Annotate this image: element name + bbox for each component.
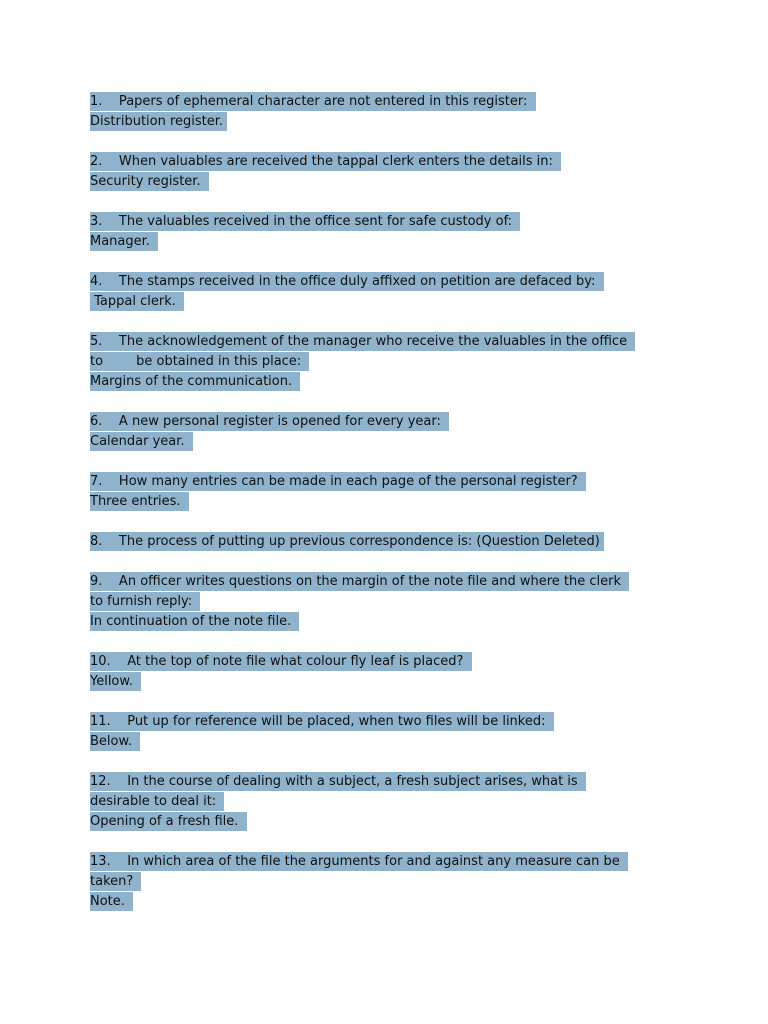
- qa-item-1: [90, 92, 690, 132]
- question-text: 6. A new personal register is opened for every year:: [90, 412, 449, 431]
- qa-item-2: [90, 152, 690, 192]
- answer-text: Calendar year.: [90, 432, 193, 451]
- qa-item-13: [90, 852, 690, 912]
- answer-text: Security register.: [90, 172, 209, 191]
- qa-item-5: [90, 332, 690, 392]
- answer-text: In continuation of the note file.: [90, 612, 299, 631]
- answer-text: Three entries.: [90, 492, 189, 511]
- question-text: 4. The stamps received in the office duly affixed on petition are defaced by:: [90, 272, 604, 291]
- question-text: 12. In the course of dealing with a subject, a fresh subject arises, what is: [90, 772, 586, 791]
- question-text: 1. Papers of ephemeral character are not entered in this register:: [90, 92, 536, 111]
- question-text: 5. The acknowledgement of the manager who receive the valuables in the office: [90, 332, 635, 351]
- question-text: 9. An officer writes questions on the margin of the note file and where the clerk: [90, 572, 629, 591]
- question-text: 11. Put up for reference will be placed, when two files will be linked:: [90, 712, 554, 731]
- question-text: 7. How many entries can be made in each page of the personal register?: [90, 472, 586, 491]
- answer-text: Tappal clerk.: [90, 292, 184, 311]
- qa-item-11: [90, 712, 690, 752]
- question-text: 3. The valuables received in the office sent for safe custody of:: [90, 212, 520, 231]
- qa-item-7: [90, 472, 690, 512]
- answer-text: Below.: [90, 732, 140, 751]
- question-text-continued: taken?: [90, 872, 141, 891]
- question-text: 2. When valuables are received the tappal clerk enters the details in:: [90, 152, 561, 171]
- question-text: 8. The process of putting up previous correspondence is: (Question Deleted): [90, 532, 604, 551]
- question-text: 10. At the top of note file what colour fly leaf is placed?: [90, 652, 472, 671]
- answer-text: Opening of a fresh file.: [90, 812, 247, 831]
- document-page: [90, 92, 690, 932]
- question-text-continued: desirable to deal it:: [90, 792, 224, 811]
- qa-item-10: [90, 652, 690, 692]
- qa-item-9: [90, 572, 690, 632]
- qa-item-3: [90, 212, 690, 252]
- question-text-continued: to furnish reply:: [90, 592, 200, 611]
- qa-item-4: [90, 272, 690, 312]
- question-text-continued: to be obtained in this place:: [90, 352, 309, 371]
- question-text: 13. In which area of the file the arguments for and against any measure can be: [90, 852, 628, 871]
- qa-item-8: [90, 532, 690, 552]
- answer-text: Note.: [90, 892, 133, 911]
- qa-item-6: [90, 412, 690, 452]
- answer-text: Yellow.: [90, 672, 141, 691]
- qa-item-12: [90, 772, 690, 832]
- answer-text: Distribution register.: [90, 112, 227, 131]
- answer-text: Margins of the communication.: [90, 372, 300, 391]
- answer-text: Manager.: [90, 232, 158, 251]
